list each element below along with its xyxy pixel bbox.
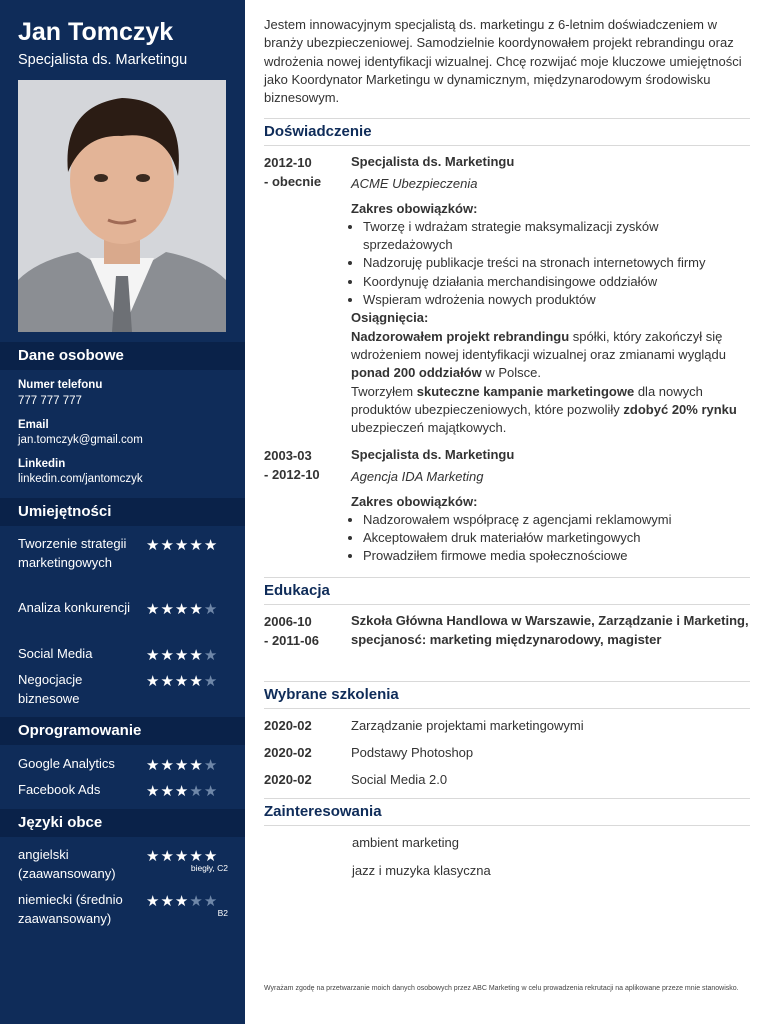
job-date-to: - obecnie	[264, 174, 322, 189]
achievement-text: spółki, który zakończył się wdrożeniem nowej identyfikacji wizualnej oraz zmianami wyglądu	[351, 328, 727, 362]
email-link[interactable]: jan.tomczyk@gmail.com	[18, 434, 143, 446]
duties-label: Zakres obowiązków:	[351, 493, 478, 509]
skills-heading: Umiejętności	[0, 498, 245, 526]
profile-summary: Jestem innowacyjnym specjalistą ds. marketingu z 6-letnim doświadczeniem w branży ubezpieczeniowej. Samodzielnie koordynowałem projekt rebrandingu oraz wdrożenia nowej identyfikacji wizualnej. Chcę rozwijać moje kluczowe umiejętności jako Koordynator Marketingu w dynamicznym, międzynarodowym środowisku biznesowym.	[264, 17, 742, 106]
language-name: niemiecki (średnio zaawansowany)	[18, 892, 123, 926]
job-date	[264, 446, 344, 484]
rating-stars	[146, 600, 218, 618]
rating-stars	[146, 892, 218, 910]
duty-item: • Koordynuję działania merchandisingowe oddziałów	[363, 273, 751, 291]
rating-stars	[146, 782, 218, 800]
star-icon: ★	[160, 647, 175, 664]
star-icon: ★	[203, 757, 219, 774]
duty-item: • Wspieram wdrożenia nowych produktów	[363, 291, 751, 309]
duty-item: • Tworzę i wdrażam strategie maksymalizacji zysków sprzedażowych	[363, 218, 751, 255]
job-role: Specjalista ds. Marketingu	[351, 447, 515, 462]
achievement-item	[351, 328, 751, 383]
star-icon: ★	[189, 647, 204, 664]
phone-label: Numer telefonu	[18, 379, 103, 391]
star-icon: ★	[160, 757, 175, 774]
language-name: angielski (zaawansowany)	[18, 847, 116, 881]
experience-heading: Doświadczenie	[264, 118, 750, 146]
achievement-bold: zdobyć 20% rynku	[623, 401, 737, 417]
star-icon: ★	[174, 673, 190, 690]
training-date: 2020-02	[264, 745, 312, 760]
training-name: Zarządzanie projektami marketingowymi	[351, 718, 584, 733]
software-name: Facebook Ads	[18, 782, 101, 797]
personal-data-heading: Dane osobowe	[0, 342, 245, 370]
achievement-text: dla nowych produktów ubezpieczeniowych, które pozwoliły	[351, 383, 703, 417]
star-icon: ★	[146, 647, 161, 664]
rating-stars	[146, 756, 218, 774]
star-icon: ★	[160, 783, 175, 800]
star-icon: ★	[146, 757, 161, 774]
skill-name: Social Media	[18, 646, 93, 661]
star-icon: ★	[146, 601, 161, 618]
training-date: 2020-02	[264, 772, 312, 787]
star-icon: ★	[203, 893, 219, 910]
job-date-to: - 2012-10	[264, 467, 320, 482]
star-icon: ★	[189, 673, 204, 690]
achievement-text: Tworzyłem	[351, 383, 417, 399]
achievement-item	[351, 383, 751, 438]
rating-stars	[146, 672, 218, 690]
candidate-title: Specjalista ds. Marketingu	[18, 52, 188, 68]
star-icon: ★	[189, 848, 204, 865]
phone-value: 777 777 777	[18, 395, 82, 407]
education-date-from: 2006-10	[264, 614, 312, 629]
star-icon: ★	[160, 893, 175, 910]
star-icon: ★	[203, 848, 219, 865]
duties-list	[351, 511, 751, 566]
education-entry: Szkoła Główna Handlowa w Warszawie, Zarządzanie i Marketing, specjanosć: marketing międzynarodowy, magister	[351, 613, 749, 647]
star-icon: ★	[174, 893, 190, 910]
job-date	[264, 153, 344, 191]
email-label: Email	[18, 419, 49, 431]
achievement-bold: ponad 200 oddziałów	[351, 365, 482, 381]
linkedin-label: Linkedin	[18, 458, 66, 470]
star-icon: ★	[189, 783, 204, 800]
education-date	[264, 612, 344, 650]
profile-photo-illustration	[18, 80, 226, 332]
star-icon: ★	[160, 537, 175, 554]
training-date: 2020-02	[264, 718, 312, 733]
star-icon: ★	[189, 601, 204, 618]
language-level-note: B2	[217, 908, 228, 918]
training-name: Social Media 2.0	[351, 772, 448, 787]
duty-item: • Nadzorowałem współpracę z agencjami reklamowymi	[363, 511, 751, 529]
candidate-name: Jan Tomczyk	[18, 18, 174, 46]
skill-name: Analiza konkurencji	[18, 600, 131, 615]
education-heading: Edukacja	[264, 577, 750, 605]
interest-item: jazz i muzyka klasyczna	[352, 863, 491, 878]
star-icon: ★	[174, 783, 190, 800]
achievements-label: Osiągnięcia:	[351, 310, 429, 326]
star-icon: ★	[174, 757, 190, 774]
star-icon: ★	[146, 673, 161, 690]
star-icon: ★	[174, 537, 190, 554]
job-entry	[351, 153, 751, 437]
star-icon: ★	[146, 848, 161, 865]
job-date-from: 2012-10	[264, 155, 312, 170]
duty-item: • Nadzoruję publikacje treści na stronach internetowych firmy	[363, 254, 751, 272]
languages-heading: Języki obce	[0, 809, 245, 837]
rating-stars	[146, 646, 218, 664]
interest-item: ambient marketing	[352, 835, 459, 850]
duties-list	[351, 218, 751, 309]
education-date-to: - 2011-06	[264, 633, 319, 648]
achievement-text: w Polsce.	[481, 365, 541, 381]
achievement-bold: skuteczne kampanie marketingowe	[416, 383, 635, 399]
duties-label: Zakres obowiązków:	[351, 200, 478, 216]
star-icon: ★	[174, 848, 190, 865]
language-level-note: biegły, C2	[190, 863, 228, 873]
job-date-from: 2003-03	[264, 448, 312, 463]
rating-stars	[146, 536, 218, 554]
star-icon: ★	[146, 783, 161, 800]
star-icon: ★	[203, 647, 219, 664]
sidebar	[0, 0, 245, 1024]
job-role: Specjalista ds. Marketingu	[351, 154, 515, 169]
star-icon: ★	[146, 537, 161, 554]
profile-photo	[18, 80, 226, 332]
trainings-heading: Wybrane szkolenia	[264, 681, 750, 709]
star-icon: ★	[189, 893, 204, 910]
linkedin-link[interactable]: linkedin.com/jantomczyk	[18, 473, 143, 485]
star-icon: ★	[174, 647, 190, 664]
star-icon: ★	[160, 601, 175, 618]
duty-item: • Prowadziłem firmowe media społecznościowe	[363, 547, 751, 565]
achievement-text: ubezpieczeń majątkowych.	[351, 420, 507, 436]
star-icon: ★	[203, 673, 219, 690]
star-icon: ★	[189, 757, 204, 774]
job-entry	[351, 446, 751, 566]
job-company: Agencja IDA Marketing	[351, 469, 484, 485]
star-icon: ★	[203, 601, 219, 618]
software-name: Google Analytics	[18, 756, 115, 771]
star-icon: ★	[189, 537, 204, 554]
training-name: Podstawy Photoshop	[351, 745, 474, 760]
star-icon: ★	[146, 893, 161, 910]
job-company: ACME Ubezpieczenia	[351, 176, 478, 192]
software-heading: Oprogramowanie	[0, 717, 245, 745]
duty-item: • Akceptowałem druk materiałów marketingowych	[363, 529, 751, 547]
star-icon: ★	[160, 673, 175, 690]
gdpr-consent-clause: Wyrażam zgodę na przetwarzanie moich danych osobowych przez ABC Marketing w celu prowadzenia rekrutacji na aplikowane przeze mnie stanowisko.	[264, 985, 739, 992]
star-icon: ★	[174, 601, 190, 618]
skill-name: Tworzenie strategii marketingowych	[18, 536, 127, 570]
star-icon: ★	[203, 783, 219, 800]
achievement-bold: Nadzorowałem projekt rebrandingu	[351, 328, 570, 344]
interests-heading: Zainteresowania	[264, 798, 750, 826]
star-icon: ★	[203, 537, 219, 554]
skill-name: Negocjacje biznesowe	[18, 672, 83, 706]
star-icon: ★	[160, 848, 175, 865]
